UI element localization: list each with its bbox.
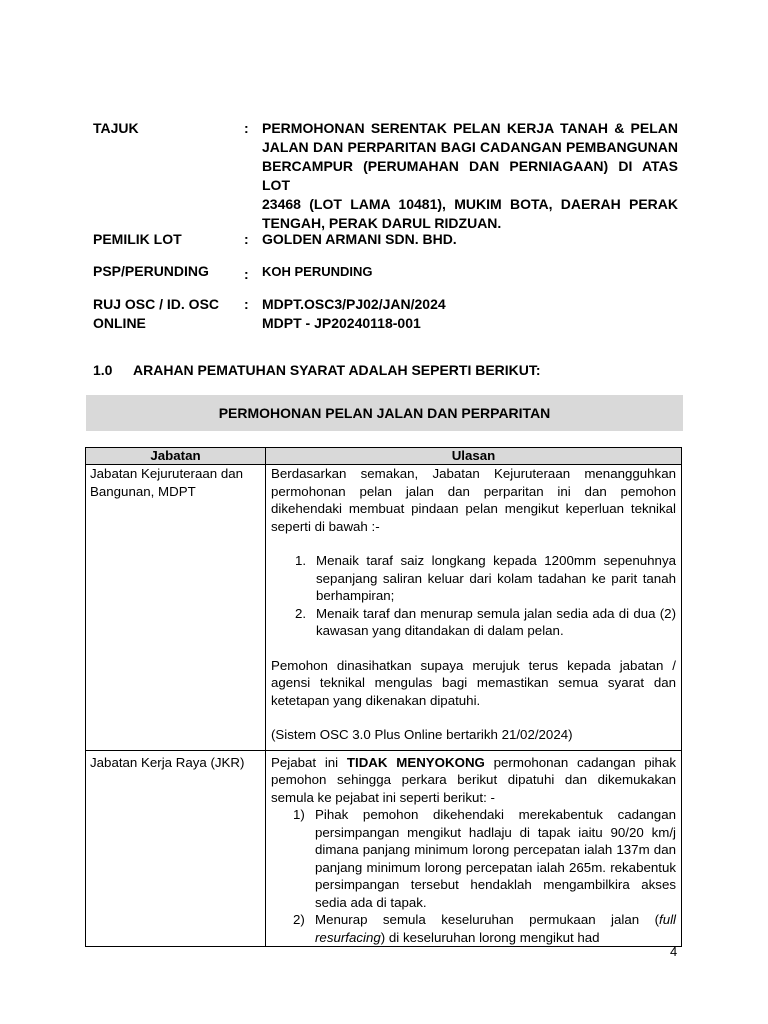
ulasan-intro [271,754,676,807]
pemilik-lot-value: GOLDEN ARMANI SDN. BHD. [262,231,457,247]
ruj-osc-value [262,295,678,333]
tajuk-line: 23468 (LOT LAMA 10481), MUKIM BOTA, DAERAH PERAK [262,196,678,212]
list-marker: 2. [295,605,307,621]
ruj-label-line: RUJ OSC / ID. OSC [93,296,220,312]
tajuk-label: TAJUK [93,120,139,136]
psp-value: KOH PERUNDING [262,264,373,279]
tajuk-colon: : [244,120,249,136]
list-item-text: Menaik taraf dan menurap semula jalan sedia ada di dua (2) kawasan yang ditandakan di dalam pelan. [316,605,676,638]
psp-colon: : [244,266,249,282]
ruj-label-line: ONLINE [93,315,146,331]
ulasan-list [271,806,676,946]
list-marker: 1) [293,807,305,822]
tajuk-value [262,119,678,233]
tajuk-line: BERCAMPUR (PERUMAHAN DAN PERNIAGAAN) DI ATAS LOT [262,158,678,193]
ruj-value-line: MDPT.OSC3/PJ02/JAN/2024 [262,296,446,312]
ruj-osc-colon: : [244,296,249,312]
ulasan-table [85,447,682,947]
table-row [86,465,682,751]
ulasan-source: (Sistem OSC 3.0 Plus Online bertarikh 21/02/2024) [271,727,573,742]
pemilik-lot-label: PEMILIK LOT [93,231,182,247]
jabatan-cell: Jabatan Kejuruteraan dan Bangunan, MDPT [86,465,266,751]
pemilik-lot-colon: : [244,231,249,247]
list-item [271,911,676,946]
item-text: ) di keseluruhan lorong mengikut had [380,929,600,945]
ulasan-cell [266,465,682,751]
intro-text: Pejabat ini [271,754,347,770]
section-banner: PERMOHONAN PELAN JALAN DAN PERPARITAN [86,395,683,431]
table-header-row [86,448,682,465]
jabatan-cell: Jabatan Kerja Raya (JKR) [86,750,266,947]
ulasan-intro: Berdasarkan semakan, Jabatan Kejuruteraan menangguhkan permohonan pelan jalan dan perparitan ini dan pemohon dikehendaki membuat pindaan pelan mengikut keperluan teknikal seperti di bawah :- [271,466,676,534]
ruj-value-line: MDPT - JP20240118-001 [262,315,421,331]
ulasan-cell [266,750,682,947]
ulasan-list [271,552,676,640]
list-marker: 1. [295,553,307,568]
tajuk-line: JALAN DAN PERPARITAN BAGI CADANGAN PEMBANGUNAN [262,139,678,155]
list-item-text: Menaik taraf saiz longkang kepada 1200mm sepenuhnya sepanjang saliran keluar dari kolam tadahan ke parit tanah berhampiran; [316,553,676,603]
list-item [271,806,676,911]
ulasan-advice: Pemohon dinasihatkan supaya merujuk terus kepada jabatan / agensi teknikal mengulas bagi memastikan semua syarat dan ketetapan yang dikenakan dipatuhi. [271,657,676,708]
tajuk-line: PERMOHONAN SERENTAK PELAN KERJA TANAH & PELAN [262,120,678,136]
list-item-text: Pihak pemohon dikehendaki merekabentuk cadangan persimpangan mengikut hadlaju di tapak iaitu 90/20 km/j dimana panjang minimum lorong percepatan ialah 137m dan panjang minimum lorong percepatan ialah 265m. rekabentuk persimpangan tersebut hendaklah mengambilkira akses sedia ada di tapak. [315,807,676,910]
header-jabatan: Jabatan [86,448,266,465]
list-item-text [315,912,676,945]
tajuk-line: TENGAH, PERAK DARUL RIDZUAN. [262,215,502,231]
list-item [271,552,676,605]
section-number: 1.0 [93,362,113,378]
intro-emphasis: TIDAK MENYOKONG [346,754,485,770]
list-item [271,605,676,640]
psp-label: PSP/PERUNDING [93,263,209,279]
list-marker: 2) [293,912,305,927]
intro-text: permohonan cadangan pihak pemohon sehingga perkara berikut dipatuhi dan dikemukakan semula ke pejabat ini seperti berikut: - [271,754,676,805]
item-text: Menurap semula keseluruhan permukaan jalan ( [315,912,659,927]
header-ulasan: Ulasan [266,448,682,465]
ruj-osc-label [93,295,233,333]
section-title: ARAHAN PEMATUHAN SYARAT ADALAH SEPERTI BERIKUT: [133,362,541,378]
item-italic: full resurfacing [315,912,676,945]
page-number: 4 [670,944,678,959]
table-row [86,750,682,947]
